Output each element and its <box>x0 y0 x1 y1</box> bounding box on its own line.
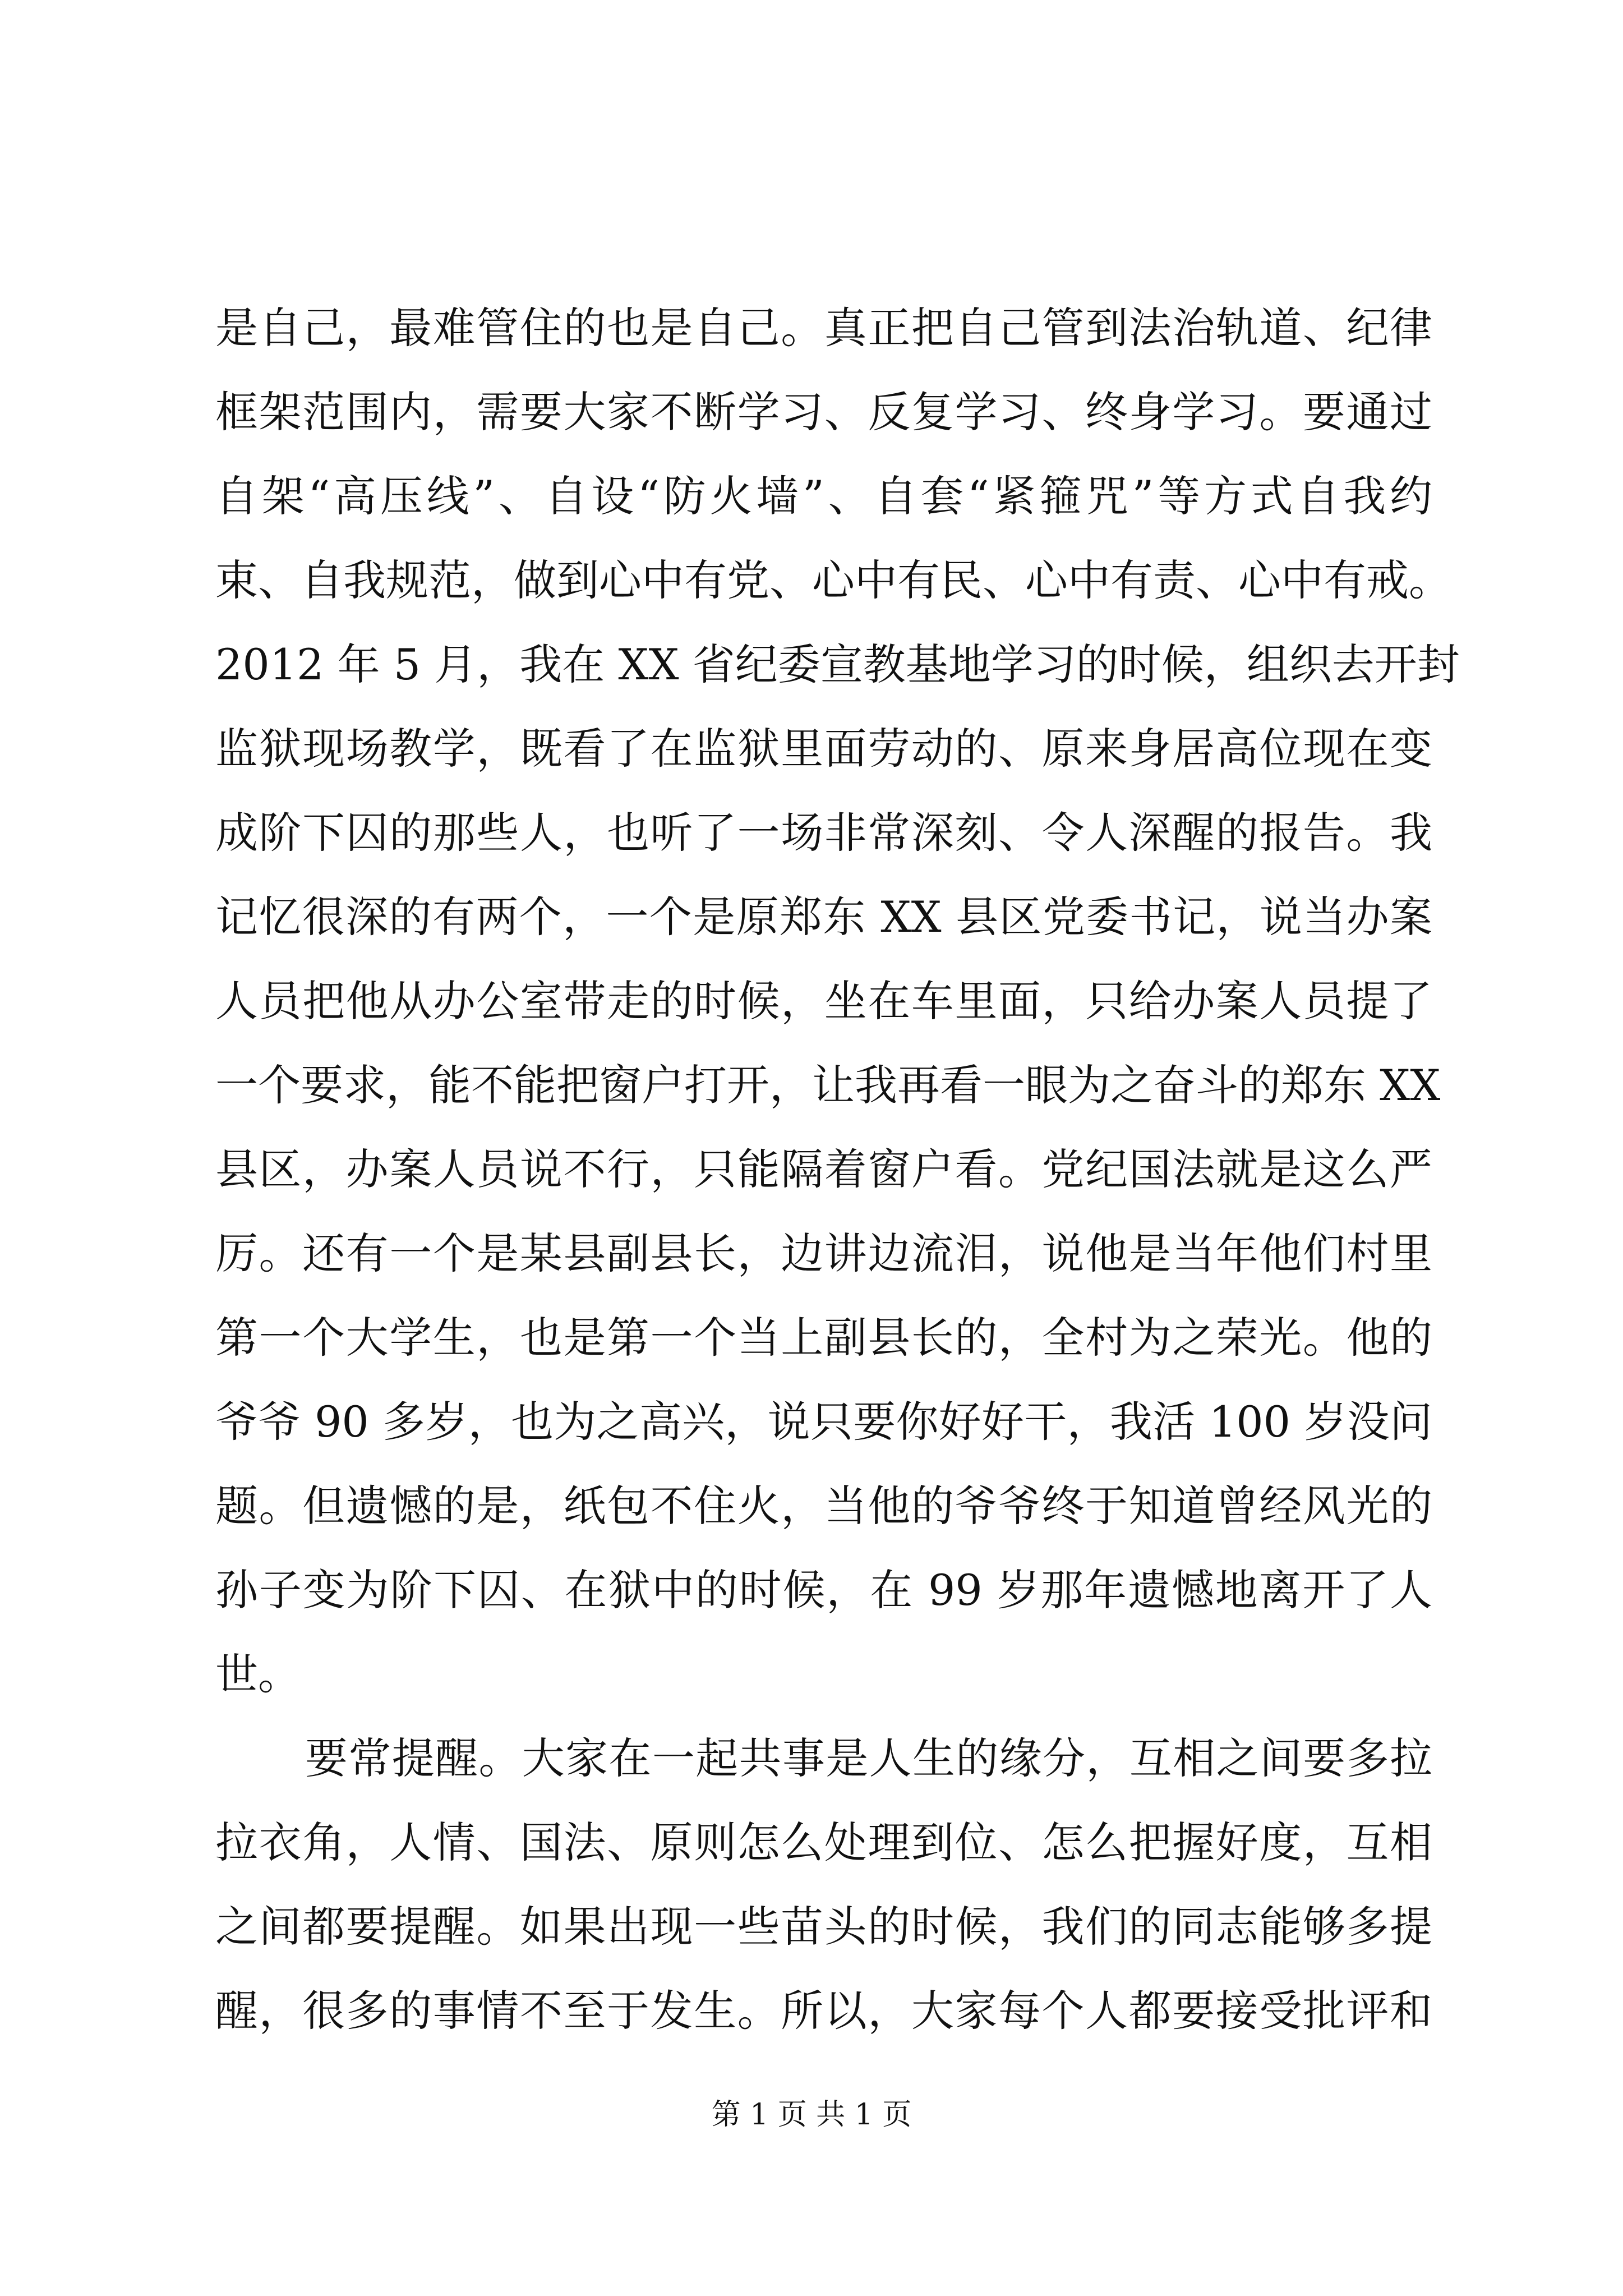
text-line: 醒，很多的事情不至于发生。所以，大家每个人都要接受批评和 <box>215 1986 1432 2036</box>
text-line: 自架“高压线”、自设“防火墙”、自套“紧箍咒”等方式自我约 <box>215 471 1432 521</box>
text-line: 题。但遗憾的是，纸包不住火，当他的爷爷终于知道曾经风光的 <box>215 1481 1432 1531</box>
text-line: 监狱现场教学，既看了在监狱里面劳动的、原来身居高位现在变 <box>215 724 1432 774</box>
text-line: 人员把他从办公室带走的时候，坐在车里面，只给办案人员提了 <box>215 976 1432 1026</box>
text-line: 框架范围内，需要大家不断学习、反复学习、终身学习。要通过 <box>215 387 1432 437</box>
page-footer <box>0 2095 1623 2134</box>
paragraph-2 <box>215 1717 1432 2053</box>
text-line: 第一个大学生，也是第一个当上副县长的，全村为之荣光。他的 <box>215 1313 1432 1363</box>
text-line: 厉。还有一个是某县副县长，边讲边流泪，说他是当年他们村里 <box>215 1228 1432 1278</box>
paragraph-1 <box>215 286 1460 1717</box>
text-line: 2012 年 5 月，我在 XX 省纪委宣教基地学习的时候，组织去开封 <box>215 639 1460 689</box>
text-line: 是自己，最难管住的也是自己。真正把自己管到法治轨道、纪律 <box>215 303 1432 353</box>
text-line: 孙子变为阶下囚、在狱中的时候，在 99 岁那年遗憾地离开了人 <box>215 1565 1432 1615</box>
page-number-label: 第 1 页 共 1 页 <box>711 2098 912 2132</box>
text-line: 记忆很深的有两个，一个是原郑东 XX 县区党委书记，说当办案 <box>215 892 1432 942</box>
text-line: 要常提醒。大家在一起共事是人生的缘分，互相之间要多拉 <box>305 1733 1432 1783</box>
text-line: 一个要求，能不能把窗户打开，让我再看一眼为之奋斗的郑东 XX <box>215 1060 1441 1110</box>
document-body <box>215 286 1460 2053</box>
text-line: 县区，办案人员说不行，只能隔着窗户看。党纪国法就是这么严 <box>215 1144 1432 1194</box>
text-line: 之间都要提醒。如果出现一些苗头的时候，我们的同志能够多提 <box>215 1902 1432 1952</box>
text-line: 爷爷 90 多岁，也为之高兴，说只要你好好干，我活 100 岁没问 <box>215 1397 1432 1447</box>
text-line: 成阶下囚的那些人，也听了一场非常深刻、令人深醒的报告。我 <box>215 808 1432 858</box>
text-line: 拉衣角，人情、国法、原则怎么处理到位、怎么把握好度，互相 <box>215 1818 1432 1867</box>
text-line: 束、自我规范，做到心中有党、心中有民、心中有责、心中有戒。 <box>215 555 1451 605</box>
text-line: 世。 <box>215 1649 301 1699</box>
